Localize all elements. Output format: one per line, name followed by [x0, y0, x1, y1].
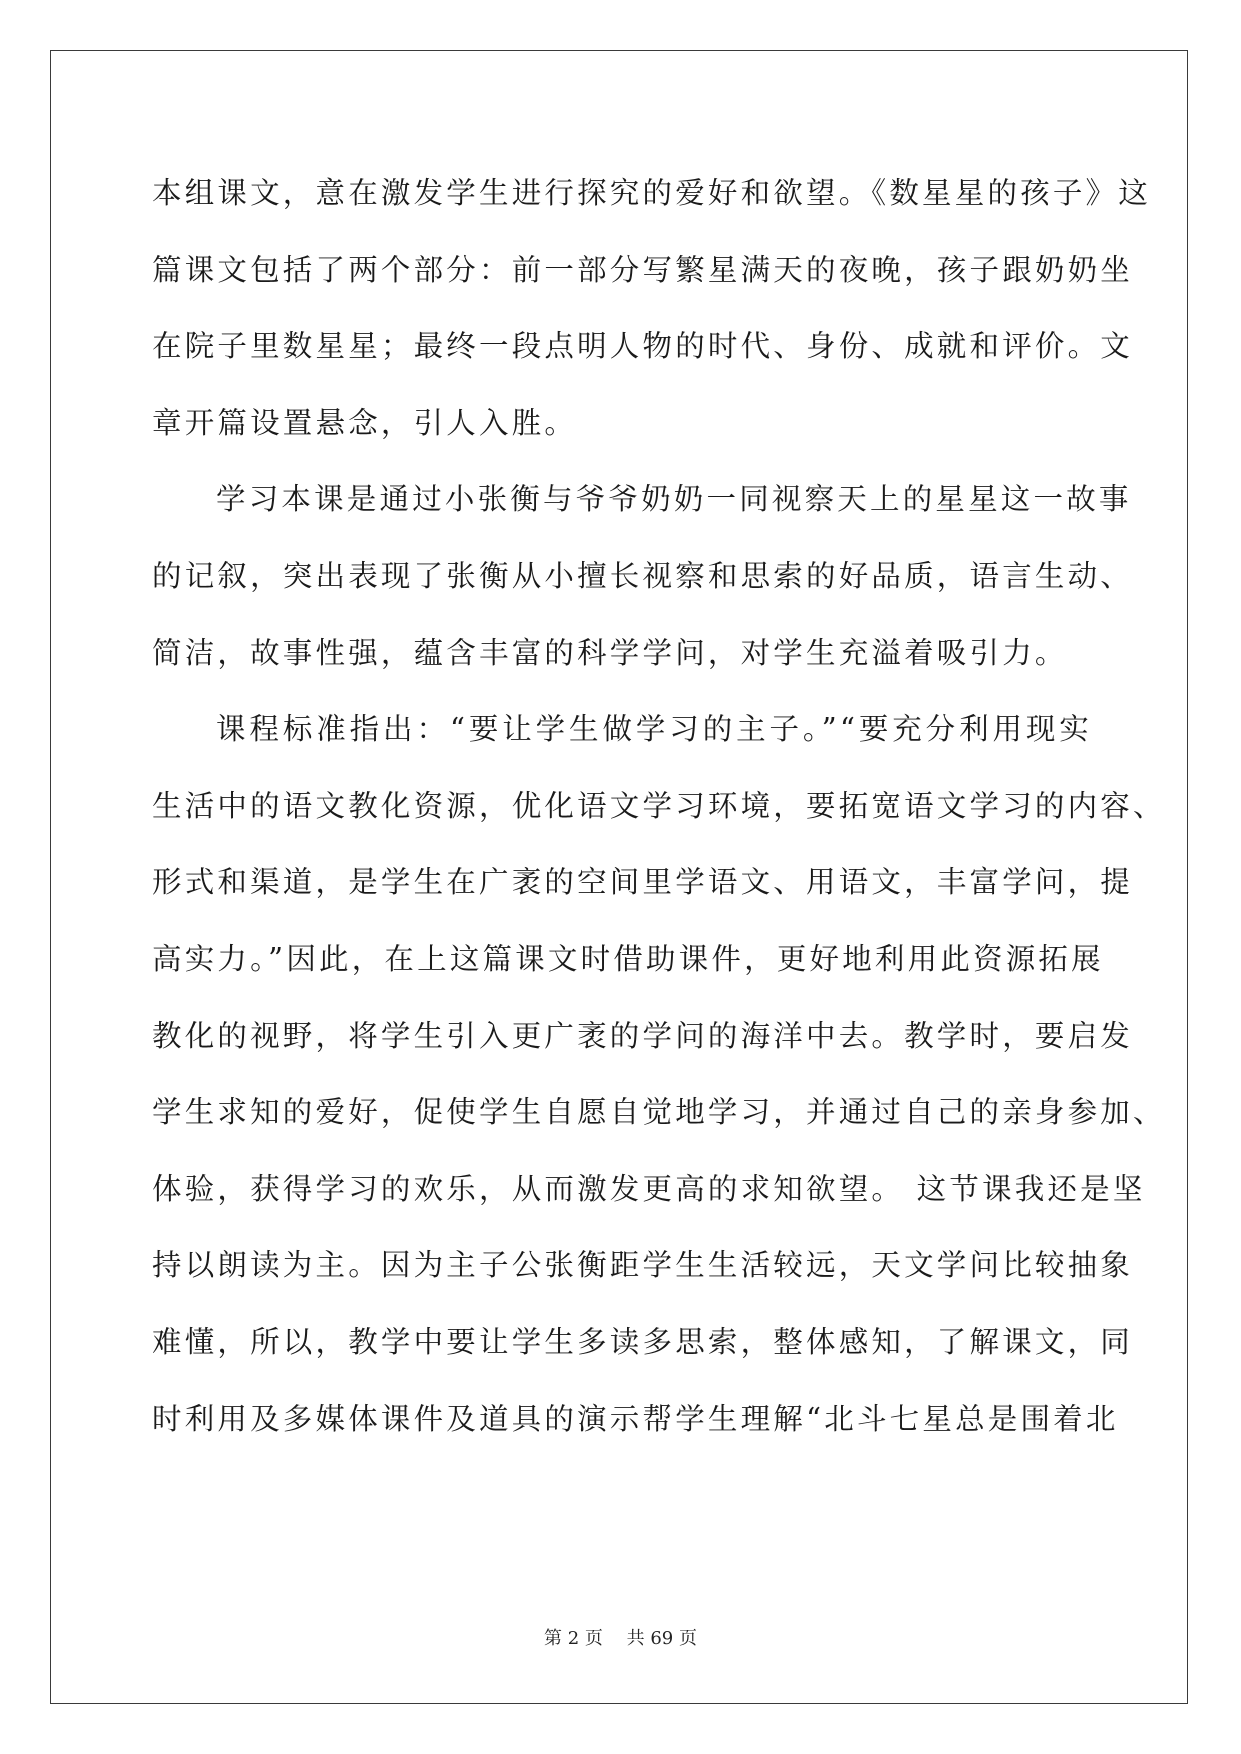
text-line: 的记叙，突出表现了张衡从小擅长视察和思索的好品质，语言生动、	[152, 558, 1134, 593]
text-line: 章开篇设置悬念，引人入胜。	[152, 405, 578, 440]
text-line: 本组课文，意在激发学生进行探究的爱好和欲望。《数星星的孩子》这	[152, 176, 1151, 210]
text-line: 持以朗读为主。因为主子公张衡距学生生活较远，天文学问比较抽象	[152, 1248, 1134, 1283]
text-line: 在院子里数星星；最终一段点明人物的时代、身份、成就和评价。文	[152, 329, 1134, 364]
text-line: 篇课文包括了两个部分：前一部分写繁星满天的夜晚，孩子跟奶奶坐	[152, 252, 1134, 287]
page-number-footer: 第 2 页 共 69 页	[544, 1628, 697, 1649]
text-line: 简洁，故事性强，蕴含丰富的科学学问，对学生充溢着吸引力。	[152, 635, 1068, 670]
document-body	[152, 155, 1166, 1457]
paragraph-first-line: 课程标准指出：“要让学生做学习的主子。”“要充分利用现实	[216, 712, 1092, 747]
text-line: 生活中的语文教化资源，优化语文学习环境，要拓宽语文学习的内容、	[152, 788, 1166, 823]
paragraph-first-line: 学习本课是通过小张衡与爷爷奶奶一同视察天上的星星这一故事	[216, 482, 1132, 517]
text-line: 学生求知的爱好，促使学生自愿自觉地学习，并通过自己的亲身参加、	[152, 1095, 1166, 1130]
text-line: 体验，获得学习的欢乐，从而激发更高的求知欲望。 这节课我还是坚	[152, 1171, 1146, 1206]
text-line: 教化的视野，将学生引入更广袤的学问的海洋中去。教学时，要启发	[152, 1018, 1134, 1053]
text-line: 形式和渠道，是学生在广袤的空间里学语文、用语文，丰富学问，提	[152, 865, 1134, 900]
text-line: 高实力。”因此，在上这篇课文时借助课件，更好地利用此资源拓展	[152, 941, 1104, 976]
text-line: 难懂，所以，教学中要让学生多读多思索，整体感知，了解课文，同	[152, 1324, 1134, 1359]
text-line: 时利用及多媒体课件及道具的演示帮学生理解“北斗七星总是围着北	[152, 1401, 1119, 1436]
